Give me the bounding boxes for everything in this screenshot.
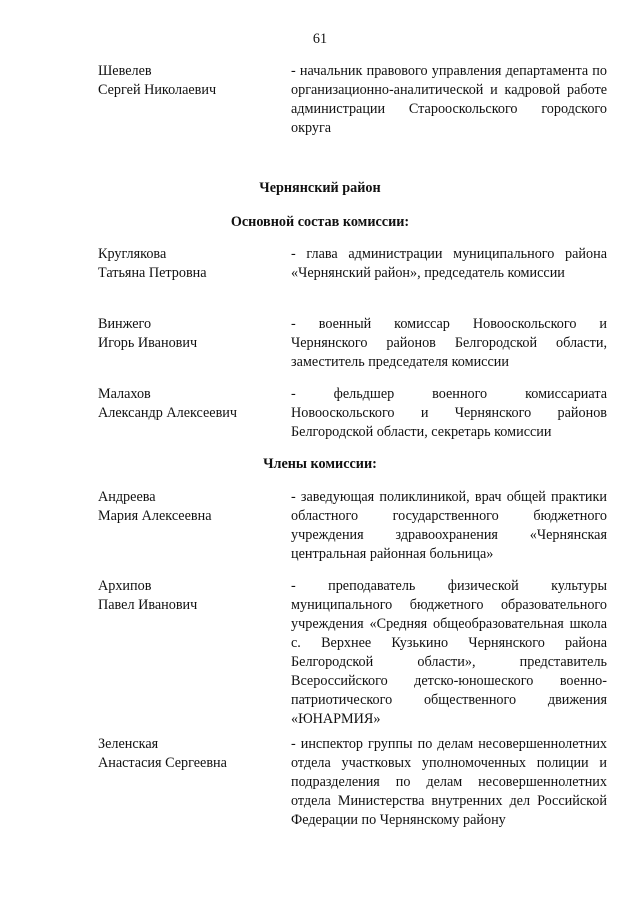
person-first-middle-name: Сергей Николаевич (98, 82, 217, 98)
person-name (98, 62, 283, 100)
person-name (98, 315, 283, 353)
person-first-middle-name: Мария Алексеевна (98, 508, 212, 524)
person-role: - военный комиссар Новооскольского и Чернянского районов Белгородской области, заместитель председателя комиссии (291, 316, 607, 370)
person-first-middle-name: Павел Иванович (98, 597, 198, 613)
person-last-name: Архипов (98, 578, 152, 594)
person-name (98, 245, 283, 283)
person-first-middle-name: Татьяна Петровна (98, 265, 207, 281)
person-last-name: Винжего (98, 316, 152, 332)
members-title: Члены комиссии: (263, 456, 377, 472)
person-last-name: Малахов (98, 386, 151, 402)
person-first-middle-name: Александр Алексеевич (98, 405, 238, 421)
person-last-name: Зеленская (98, 736, 159, 752)
page-number: 61 (312, 31, 328, 47)
person-role: - преподаватель физической культуры муниципального бюджетного образовательного учреждения «Средняя общеобразовательная школа с. Верхнее Кузькино Чернянского района Белгородской области», представитель Всероссийского детско-юношеского военно-патриотического общественного движения «ЮНАРМИЯ» (291, 578, 607, 727)
person-first-middle-name: Игорь Иванович (98, 335, 198, 351)
person-last-name: Круглякова (98, 246, 167, 262)
person-name (98, 735, 283, 773)
person-name (98, 488, 283, 526)
person-name (98, 385, 283, 423)
person-name (98, 577, 283, 615)
person-first-middle-name: Анастасия Сергеевна (98, 755, 227, 771)
person-role: - инспектор группы по делам несовершеннолетних отдела участковых уполномоченных полиции и подразделения по делам несовершеннолетних отдела Министерства внутренних дел Российской Федерации по Чернянскому району (291, 736, 607, 828)
main-composition-title: Основной состав комиссии: (230, 214, 410, 230)
person-last-name: Андреева (98, 489, 156, 505)
person-role: - фельдшер военного комиссариата Новооскольского и Чернянского районов Белгородской области, секретарь комиссии (291, 386, 607, 440)
person-role: - начальник правового управления департамента по организационно-аналитической и кадровой работе администрации Старооскольского городского округа (291, 63, 607, 136)
person-role: - глава администрации муниципального района «Чернянский район», председатель комиссии (291, 246, 607, 281)
person-role: - заведующая поликлиникой, врач общей практики областного государственного бюджетного учреждения здравоохранения «Чернянская центральная районная больница» (291, 489, 607, 562)
person-last-name: Шевелев (98, 63, 152, 79)
district-title: Чернянский район (259, 180, 381, 196)
